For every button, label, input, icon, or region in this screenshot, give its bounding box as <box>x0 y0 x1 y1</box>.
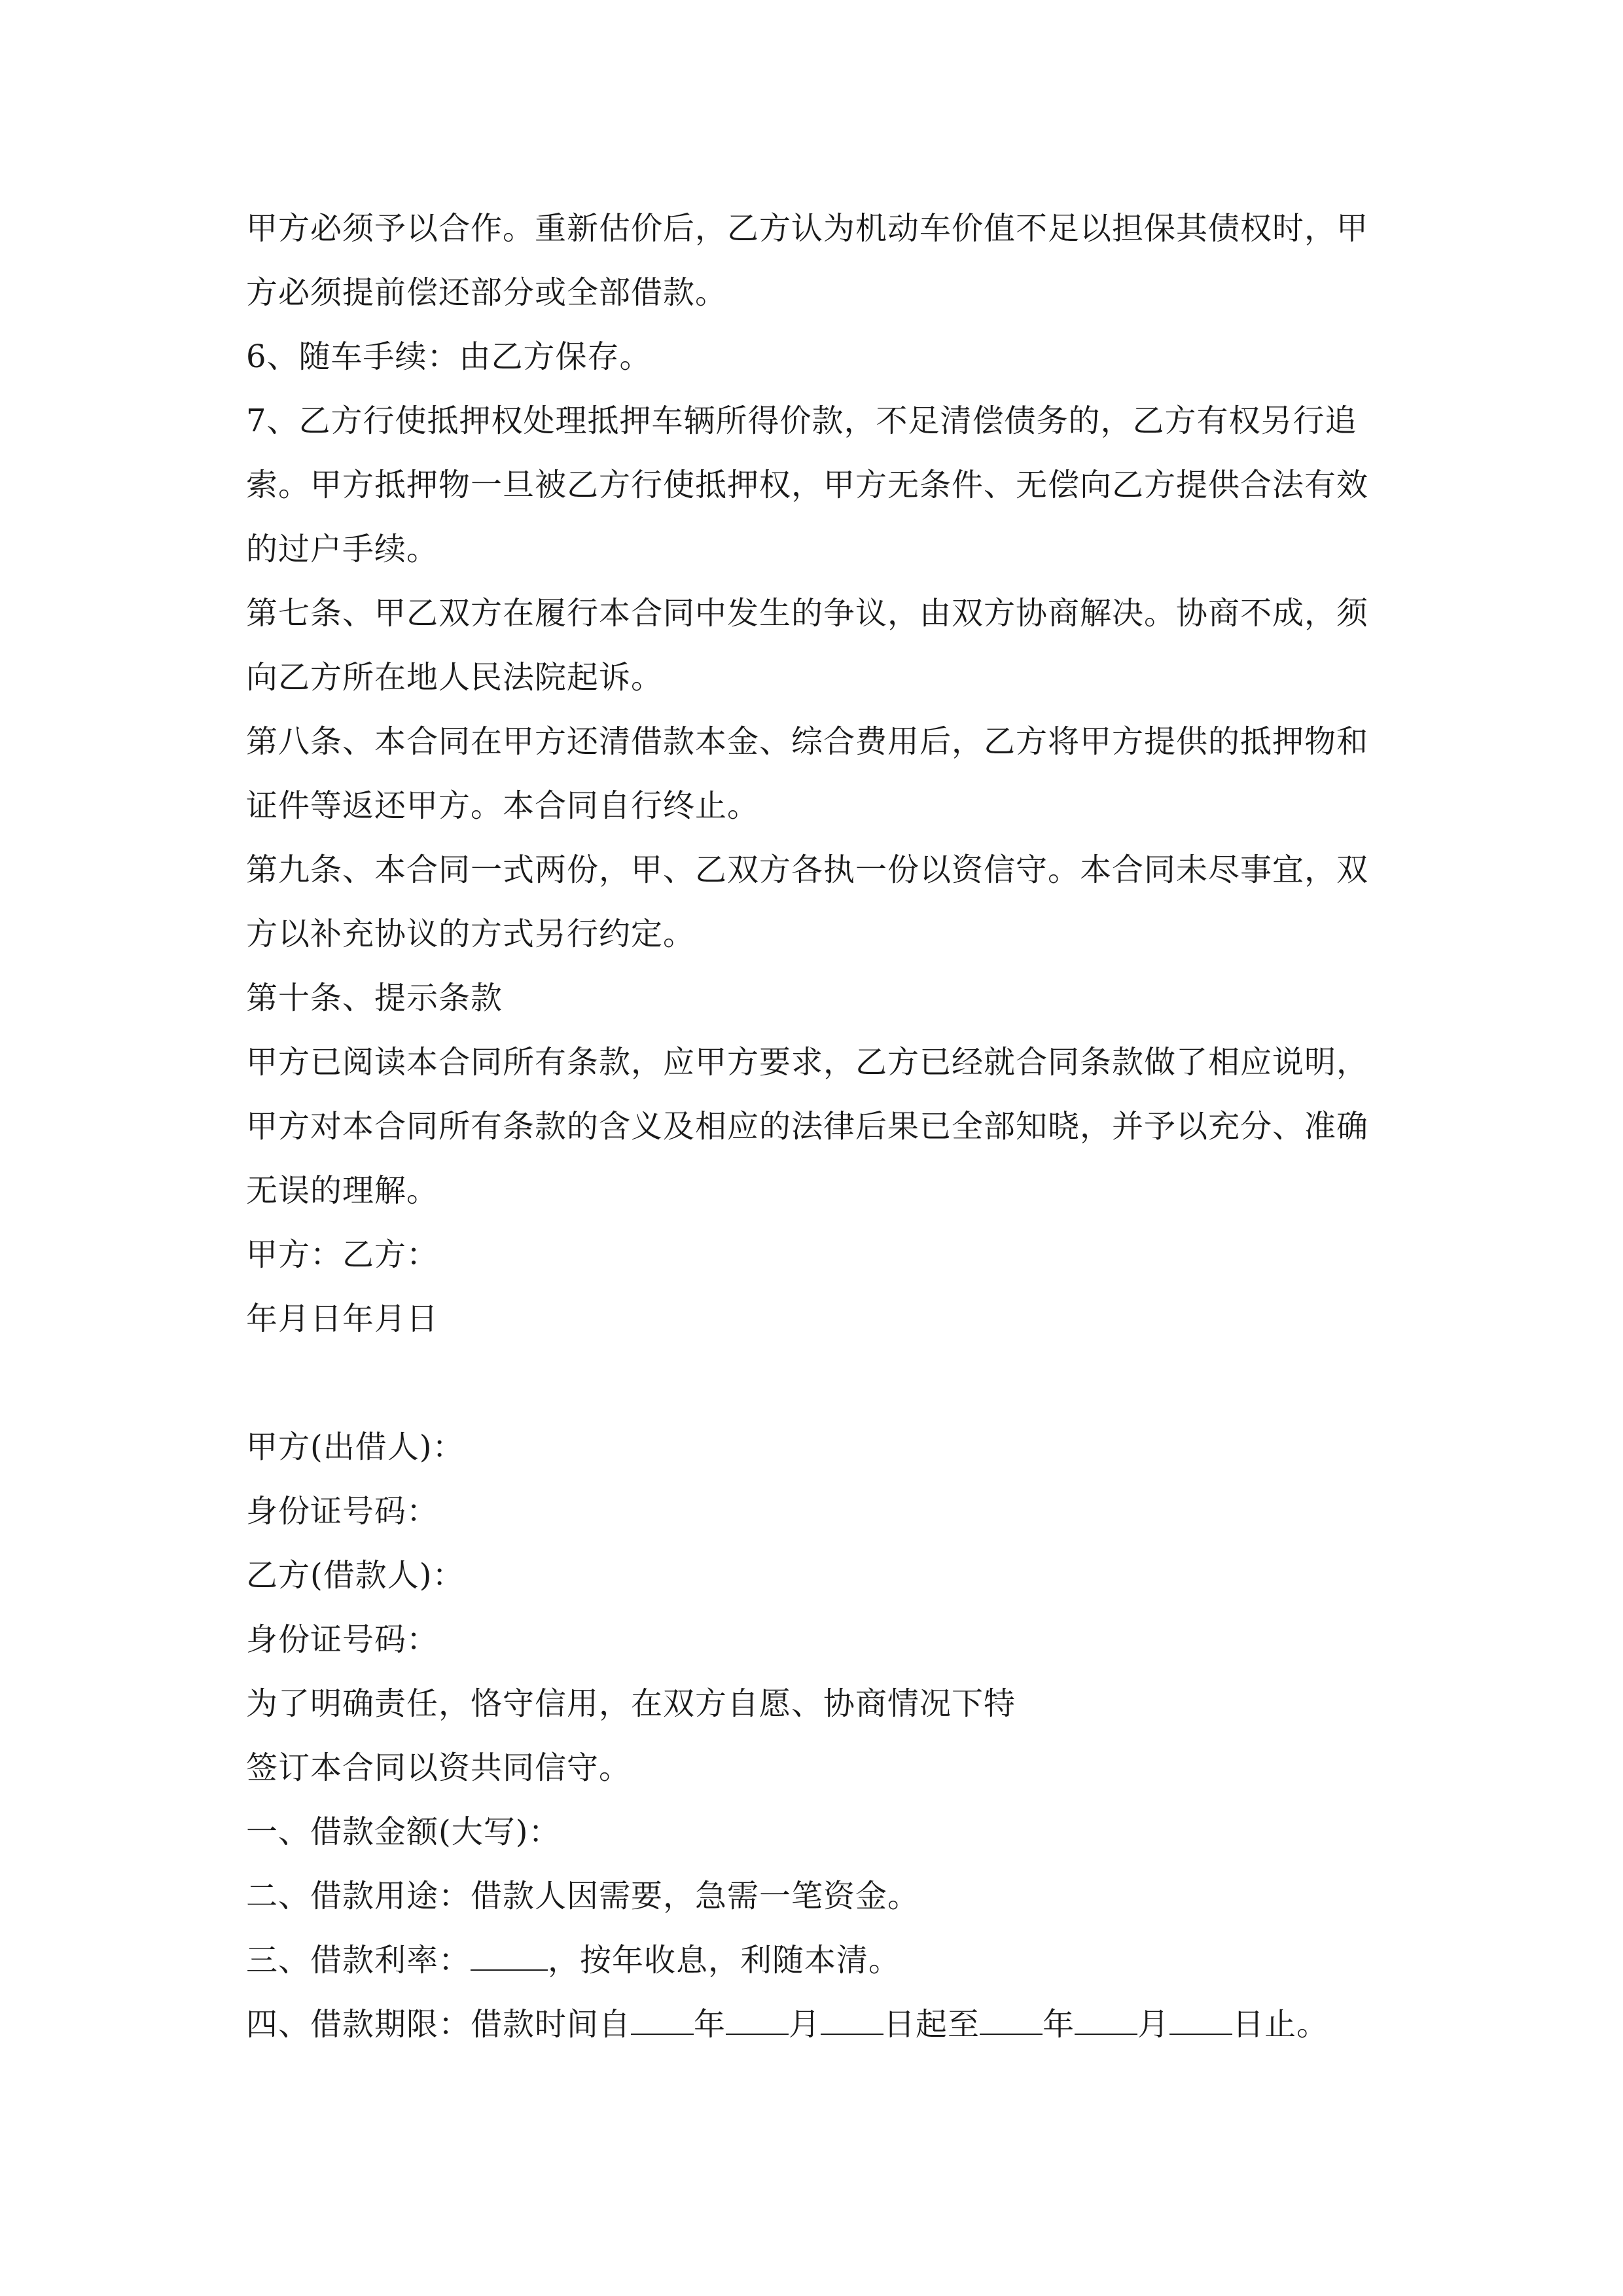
term-year-1: 年 <box>694 2006 726 2043</box>
lender-line: 甲方(出借人)： <box>246 1429 465 1465</box>
term-year-2: 年 <box>1043 2006 1075 2043</box>
document-body <box>246 196 1388 2056</box>
loan-rate-line <box>246 1928 1388 1992</box>
text-line: 向乙方所在地人民法院起诉。 <box>246 659 664 696</box>
rate-blank <box>471 1935 548 1971</box>
text-line: 的过户手续。 <box>246 531 439 567</box>
text-line: 第七条、甲乙双方在履行本合同中发生的争议，由双方协商解决。协商不成，须 <box>246 595 1369 632</box>
text-line: 无误的理解。 <box>246 1172 439 1209</box>
loan-purpose-line: 二、借款用途：借款人因需要，急需一笔资金。 <box>246 1878 920 1914</box>
date-line: 年月日年月日 <box>246 1300 439 1337</box>
start-day-blank <box>821 2000 883 2035</box>
end-day-blank <box>1169 2000 1232 2035</box>
start-month-blank <box>726 2000 789 2035</box>
text-line: 甲方对本合同所有条款的含义及相应的法律后果已全部知晓，并予以充分、准确 <box>246 1108 1369 1145</box>
borrower-id-line: 身份证号码： <box>246 1621 439 1658</box>
term-day-start: 日起至 <box>883 2006 980 2043</box>
loan-amount-line: 一、借款金额(大写)： <box>246 1814 561 1850</box>
term-prefix: 四、借款期限：借款时间自 <box>246 2006 632 2043</box>
text-line: 6、随车手续：由乙方保存。 <box>246 338 652 375</box>
text-line: 方必须提前偿还部分或全部借款。 <box>246 274 728 311</box>
text-line: 第十条、提示条款 <box>246 980 503 1016</box>
text-line: 7、乙方行使抵押权处理抵押车辆所得价款，不足清偿债务的，乙方有权另行追 <box>246 403 1357 439</box>
start-year-blank <box>631 2000 694 2035</box>
text-line: 甲方已阅读本合同所有条款，应甲方要求，乙方已经就合同条款做了相应说明， <box>246 1044 1369 1081</box>
text-line: 甲方必须予以合作。重新估价后，乙方认为机动车价值不足以担保其债权时，甲 <box>246 210 1369 247</box>
term-month-1: 月 <box>789 2006 821 2043</box>
term-day-end: 日止。 <box>1232 2006 1329 2043</box>
signature-line: 甲方：乙方： <box>246 1236 439 1273</box>
text-line: 索。甲方抵押物一旦被乙方行使抵押权，甲方无条件、无偿向乙方提供合法有效 <box>246 467 1369 503</box>
text-line: 第九条、本合同一式两份，甲、乙双方各执一份以资信守。本合同未尽事宜，双 <box>246 852 1369 888</box>
text-line: 为了明确责任，恪守信用，在双方自愿、协商情况下特 <box>246 1685 1016 1722</box>
end-year-blank <box>980 2000 1043 2035</box>
blank-spacer <box>246 1351 1388 1415</box>
text-line: 方以补充协议的方式另行约定。 <box>246 916 696 952</box>
borrower-line: 乙方(借款人)： <box>246 1557 465 1594</box>
lender-id-line: 身份证号码： <box>246 1493 439 1530</box>
rate-prefix: 三、借款利率： <box>246 1942 471 1979</box>
rate-suffix: ，按年收息，利随本清。 <box>548 1942 901 1979</box>
text-line: 签订本合同以资共同信守。 <box>246 1749 632 1786</box>
term-month-2: 月 <box>1137 2006 1170 2043</box>
text-line: 证件等返还甲方。本合同自行终止。 <box>246 787 760 824</box>
loan-term-line <box>246 1992 1388 2056</box>
text-line: 第八条、本合同在甲方还清借款本金、综合费用后，乙方将甲方提供的抵押物和 <box>246 723 1369 760</box>
end-month-blank <box>1075 2000 1137 2035</box>
